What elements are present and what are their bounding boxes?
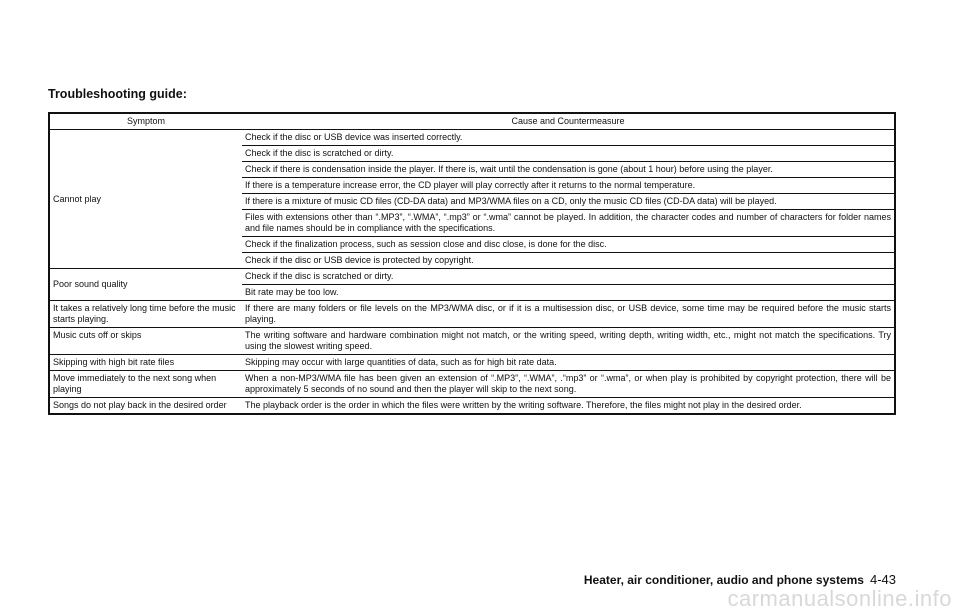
cause-cell: The playback order is the order in which the files were written by the writing software. Therefore, the files might not play in the desired order. xyxy=(242,398,895,415)
page-footer xyxy=(584,572,896,587)
cause-cell: Check if the finalization process, such as session close and disc close, is done for the disc. xyxy=(242,237,895,253)
symptom-cell: Cannot play xyxy=(49,130,242,269)
cause-cell: Check if there is condensation inside the player. If there is, wait until the condensation is gone (about 1 hour) before using the player. xyxy=(242,162,895,178)
cause-cell: Check if the disc or USB device is protected by copyright. xyxy=(242,253,895,269)
table-row xyxy=(49,301,895,328)
symptom-header: Symptom xyxy=(49,113,242,130)
table-row xyxy=(49,398,895,415)
symptom-cell: Move immediately to the next song when playing xyxy=(49,371,242,398)
cause-cell: Files with extensions other than “.MP3”, “.WMA”, “.mp3” or “.wma” cannot be played. In addition, the character codes and number of characters for folder names and file names should be in compliance with the specifications. xyxy=(242,210,895,237)
table-row xyxy=(49,130,895,146)
cause-cell: When a non-MP3/WMA file has been given an extension of “.MP3”, “.WMA”, .“mp3” or “.wma”, or when play is prohibited by copyright protection, there will be approximately 5 seconds of no sound and then the player will skip to the next song. xyxy=(242,371,895,398)
cause-cell: Check if the disc or USB device was inserted correctly. xyxy=(242,130,895,146)
cause-cell: The writing software and hardware combination might not match, or the writing speed, writing depth, writing width, etc., might not match the specifications. Try using the slowest writing speed. xyxy=(242,328,895,355)
troubleshooting-table xyxy=(48,112,896,415)
symptom-cell: It takes a relatively long time before the music starts playing. xyxy=(49,301,242,328)
cause-header: Cause and Countermeasure xyxy=(242,113,895,130)
watermark: carmanualsonline.info xyxy=(727,586,952,611)
table-header-row xyxy=(49,113,895,130)
page-number: 4-43 xyxy=(869,572,896,587)
table-row xyxy=(49,371,895,398)
symptom-cell: Songs do not play back in the desired order xyxy=(49,398,242,415)
table-row xyxy=(49,328,895,355)
cause-cell: Skipping may occur with large quantities of data, such as for high bit rate data. xyxy=(242,355,895,371)
table-row xyxy=(49,269,895,285)
cause-cell: Check if the disc is scratched or dirty. xyxy=(242,269,895,285)
cause-cell: If there is a mixture of music CD files (CD-DA data) and MP3/WMA files on a CD, only the music CD files (CD-DA data) will be played. xyxy=(242,194,895,210)
table-row xyxy=(49,355,895,371)
symptom-cell: Poor sound quality xyxy=(49,269,242,301)
section-title: Heater, air conditioner, audio and phone systems xyxy=(583,573,864,587)
table-body xyxy=(49,130,895,415)
symptom-cell: Skipping with high bit rate files xyxy=(49,355,242,371)
cause-cell: Bit rate may be too low. xyxy=(242,285,895,301)
cause-cell: If there are many folders or file levels on the MP3/WMA disc, or if it is a multisession disc, or USB device, some time may be required before the music starts playing. xyxy=(242,301,895,328)
page-title: Troubleshooting guide: xyxy=(48,87,187,101)
symptom-cell: Music cuts off or skips xyxy=(49,328,242,355)
cause-cell: Check if the disc is scratched or dirty. xyxy=(242,146,895,162)
cause-cell: If there is a temperature increase error, the CD player will play correctly after it returns to the normal temperature. xyxy=(242,178,895,194)
